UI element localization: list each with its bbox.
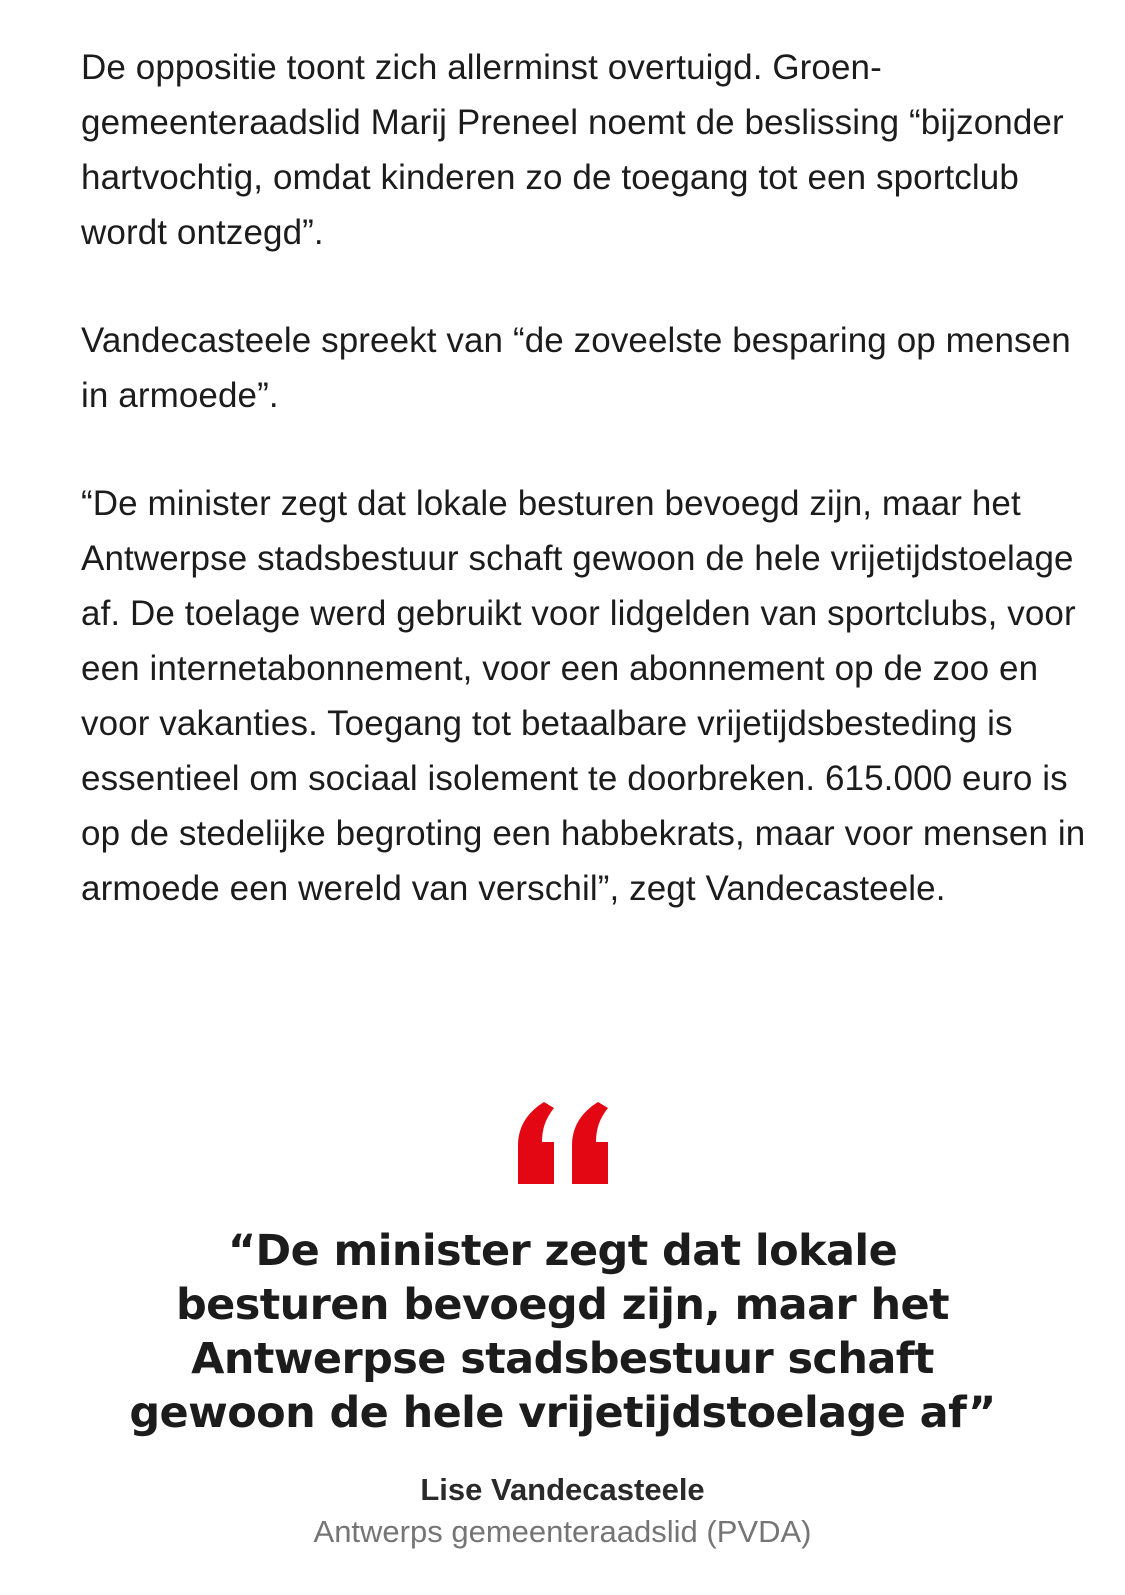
- pull-quote-role: Antwerps gemeenteraadslid (PVDA): [313, 1514, 812, 1549]
- pull-quote: [0, 1100, 1125, 1552]
- pull-quote-author: Lise Vandecasteele: [420, 1472, 705, 1507]
- article-paragraph: “De minister zegt dat lokale besturen bevoegd zijn, maar het Antwerpse stadsbestuur schaft gewoon de hele vrijetijdstoelage af. De toelage werd gebruikt voor lidgelden van sportclubs, voor een internetabonnement, voor een abonnement op de zoo en voor vakanties. Toegang tot betaalbare vrijetijdsbesteding is essentieel om sociaal isolement te doorbreken. 615.000 euro is op de stedelijke begroting een habbekrats, maar voor mensen in armoede een wereld van verschil”, zegt Vandecasteele.: [81, 484, 1086, 908]
- pull-quote-text: “De minister zegt dat lokale besturen bevoegd zijn, maar het Antwerpse stadsbestuur schaft gewoon de hele vrijetijdstoelage af”: [129, 1226, 996, 1438]
- article-paragraph: De oppositie toont zich allerminst overtuigd. Groen-gemeenteraadslid Marij Preneel noemt de beslissing “bijzonder hartvochtig, omdat kinderen zo de toegang tot een sportclub wordt ontzegd”.: [81, 48, 1064, 252]
- quote-mark-icon: [516, 1100, 610, 1186]
- article-paragraph: Vandecasteele spreekt van “de zoveelste besparing op mensen in armoede”.: [81, 321, 1071, 415]
- article-body: [81, 40, 1091, 969]
